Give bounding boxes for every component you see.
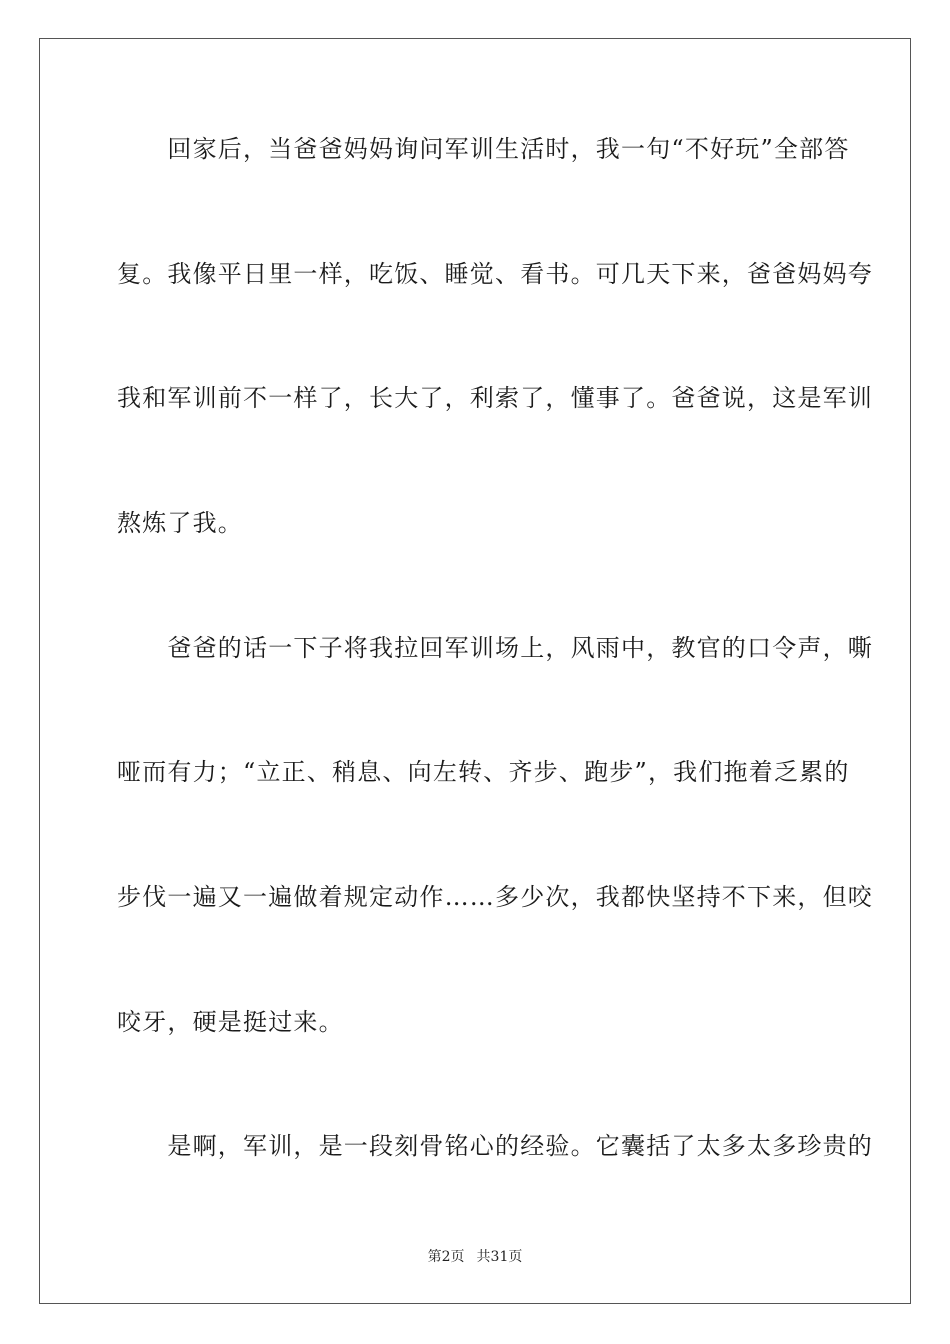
paragraph-line: 回家后，当爸爸妈妈询问军训生活时，我一句“不好玩”全部答 [117,135,850,163]
paragraph-line: 步伐一遍又一遍做着规定动作……多少次，我都快坚持不下来，但咬 [117,883,873,911]
page-total: 共31页 [476,1249,523,1265]
paragraph-line: 是啊，军训，是一段刻骨铭心的经验。它囊括了太多太多珍贵的 [117,1132,873,1160]
page-border [39,38,911,1304]
paragraph-line: 爸爸的话一下子将我拉回军训场上，风雨中，教官的口令声，嘶 [117,634,873,662]
paragraph-line: 哑而有力；“立正、稍息、向左转、齐步、跑步”，我们拖着乏累的 [117,758,850,786]
page-number: 第2页 [427,1249,465,1265]
page-footer [0,1248,950,1266]
paragraph-line: 复。我像平日里一样，吃饭、睡觉、看书。可几天下来，爸爸妈妈夸 [117,260,873,288]
paragraph-line: 熬炼了我。 [117,509,243,537]
paragraph-line: 我和军训前不一样了，长大了，利索了，懂事了。爸爸说，这是军训 [117,384,873,412]
paragraph-line: 咬牙，硬是挺过来。 [117,1008,344,1036]
